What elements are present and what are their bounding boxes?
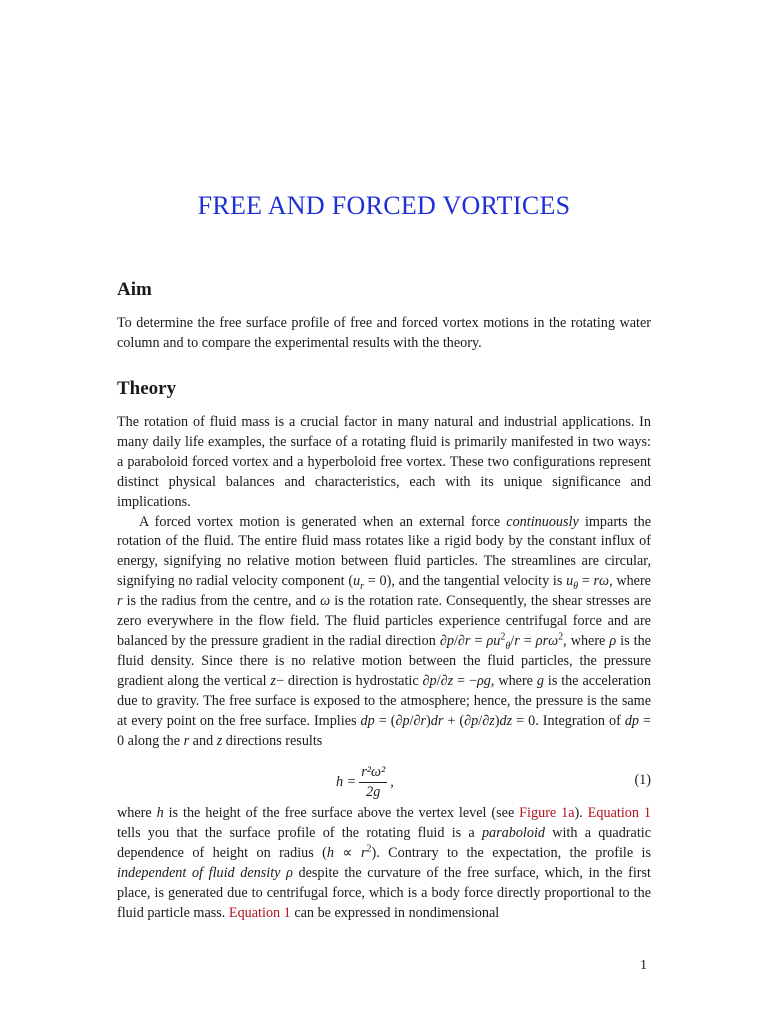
page-number: 1	[640, 958, 647, 973]
theory-paragraph-3: where h is the height of the free surface above the vertex level (see Figure 1a). Equation 1 tells you that the surface profile of the rotating fluid is a paraboloid with a quadratic dependence of height on radius $(h \propto r^2)$. Contrary to the expectation, the profile is independent of fluid density ρ despite the curvature of the free surface, which, in the first place, is generated due to centrifugal force, which is a body force directly proportional to the fluid particle mass. Equation 1 can be expressed in nondimensional	[117, 805, 651, 921]
equation-lhs: h =	[336, 774, 357, 790]
aim-text: To determine the free surface profile of free and forced vortex motions in the rotating water column and to compare the experimental results with the theory.	[117, 315, 651, 351]
equation-number: (1)	[634, 772, 651, 788]
aim-paragraph	[117, 314, 651, 354]
equation-expression	[336, 764, 394, 801]
theory-heading: Theory	[117, 378, 177, 399]
equation-trail: ,	[390, 774, 394, 790]
aim-heading: Aim	[117, 279, 152, 300]
figure-1a-link[interactable]: Figure 1a	[519, 805, 575, 821]
equation-1	[117, 764, 651, 800]
page-title: FREE AND FORCED VORTICES	[197, 191, 571, 220]
theory-paragraph-2: A forced vortex motion is generated when an external force continuously imparts the rotation of the fluid. The entire fluid mass rotates like a rigid body by the constant influx of energy, signifying no relative motion between fluid particles. The streamlines are circular, signifying no radial velocity component $(u_r = 0)$, and the tangential velocity is $u_\theta = r\omega$, where r is the radius from the centre, and ω is the rotation rate. Consequently, the shear stresses are zero everywhere in the flow field. The fluid particles experience centrifugal force and are balanced by the pressure gradient in the radial direction $\partial p/\partial r = \rho u^2_\theta/r = \rho r\omega^2$, where ρ is the fluid density. Since there is no relative motion between the fluid particles, the pressure gradient along the vertical z− direction is hydrostatic ∂p/∂z = −ρg, where g is the acceleration due to gravity. The free surface is exposed to the atmosphere; hence, the pressure is the same at every point on the free surface. Implies dp = (∂p/∂r)dr + (∂p/∂z)dz = 0. Integration of dp = 0 along the r and z directions results	[117, 513, 652, 749]
theory-paragraph-1: The rotation of fluid mass is a crucial factor in many natural and industrial applications. In many daily life examples, the surface of a rotating fluid is primarily manifested in two ways: a paraboloid forced vortex and a hyperboloid free vortex. These two configurations represent distinct physical balances and characteristics, each with its unique significance and implications.	[117, 414, 651, 510]
equation-fraction	[359, 764, 387, 801]
equation-1-link[interactable]: Equation 1	[587, 805, 651, 821]
theory-body	[117, 413, 651, 751]
theory-paragraph-3-block	[117, 804, 651, 923]
equation-1-link-2[interactable]: Equation 1	[228, 904, 291, 921]
equation-denominator: 2g	[366, 784, 381, 800]
equation-numerator: r²ω²	[359, 764, 387, 783]
